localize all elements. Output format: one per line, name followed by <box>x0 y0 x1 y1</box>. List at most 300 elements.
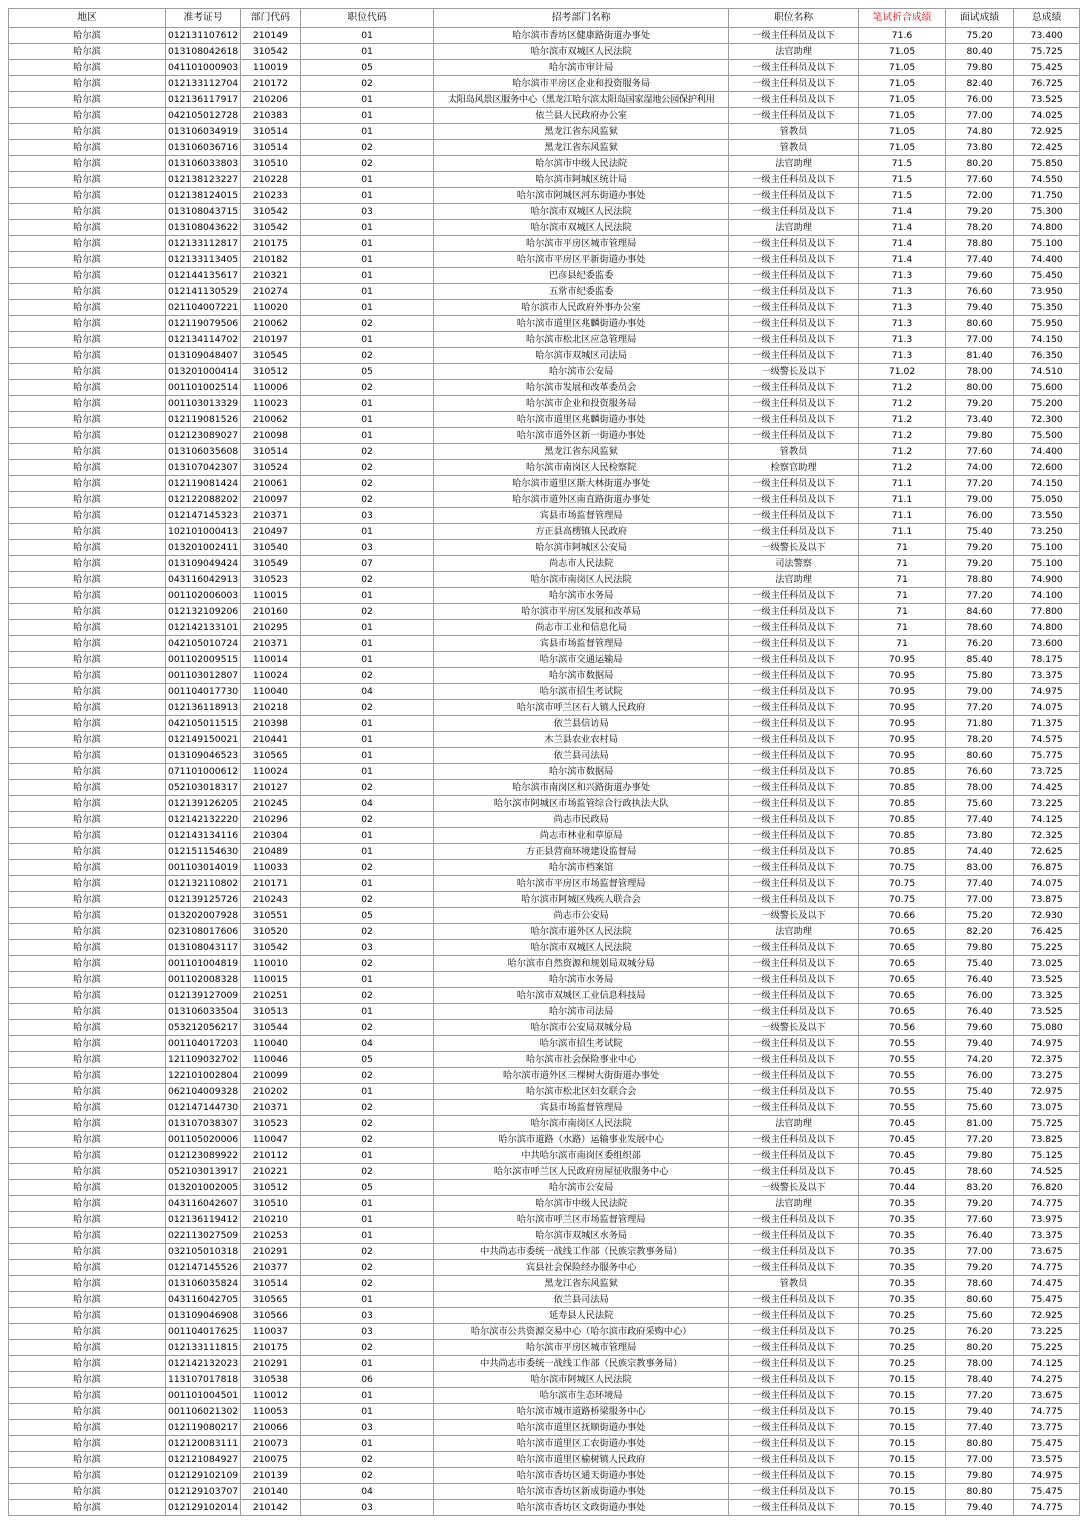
cell-region: 哈尔滨 <box>9 428 166 444</box>
cell-post-code: 01 <box>300 1228 434 1244</box>
cell-post-name: 一级主任科员及以下 <box>728 684 858 700</box>
cell-interview-score: 82.40 <box>945 76 1014 92</box>
cell-post-name: 一级主任科员及以下 <box>728 956 858 972</box>
cell-exam-id: 001102006003 <box>166 588 241 604</box>
cell-written-score: 70.35 <box>859 1292 946 1308</box>
cell-post-code: 01 <box>300 268 434 284</box>
cell-region: 哈尔滨 <box>9 1116 166 1132</box>
cell-post-name: 一级主任科员及以下 <box>728 892 858 908</box>
header-region: 地区 <box>9 9 166 28</box>
cell-dept-code: 310510 <box>241 1196 301 1212</box>
cell-post-code: 03 <box>300 1420 434 1436</box>
cell-post-name: 一级主任科员及以下 <box>728 988 858 1004</box>
cell-written-score: 70.75 <box>859 876 946 892</box>
cell-region: 哈尔滨 <box>9 1068 166 1084</box>
cell-written-score: 71.05 <box>859 108 946 124</box>
cell-dept-code: 210221 <box>241 1164 301 1180</box>
cell-dept-code: 210112 <box>241 1148 301 1164</box>
cell-post-name: 一级主任科员及以下 <box>728 1260 858 1276</box>
cell-interview-score: 75.20 <box>945 28 1014 44</box>
cell-dept-name: 哈尔滨市呼兰区人民政府房屋征收服务中心 <box>434 1164 729 1180</box>
cell-written-score: 70.15 <box>859 1436 946 1452</box>
cell-written-score: 71.3 <box>859 332 946 348</box>
cell-post-name: 一级主任科员及以下 <box>728 108 858 124</box>
cell-dept-name: 宾县市场监督管理局 <box>434 508 729 524</box>
cell-interview-score: 78.20 <box>945 220 1014 236</box>
cell-dept-name: 宾县社会保险经办服务中心 <box>434 1260 729 1276</box>
cell-interview-score: 77.60 <box>945 172 1014 188</box>
cell-region: 哈尔滨 <box>9 28 166 44</box>
cell-written-score: 71.3 <box>859 348 946 364</box>
cell-dept-code: 110015 <box>241 588 301 604</box>
cell-total-score: 75.100 <box>1014 236 1080 252</box>
cell-dept-code: 210218 <box>241 700 301 716</box>
cell-written-score: 71.6 <box>859 28 946 44</box>
table-row <box>9 716 1080 732</box>
cell-exam-id: 113107017818 <box>166 1372 241 1388</box>
cell-interview-score: 75.40 <box>945 524 1014 540</box>
cell-dept-name: 哈尔滨市双城区人民法院 <box>434 44 729 60</box>
cell-post-code: 01 <box>300 220 434 236</box>
cell-post-name: 一级主任科员及以下 <box>728 28 858 44</box>
table-row <box>9 1388 1080 1404</box>
cell-dept-code: 310566 <box>241 1308 301 1324</box>
cell-post-code: 02 <box>300 812 434 828</box>
cell-post-name: 一级警长及以下 <box>728 540 858 556</box>
cell-post-name: 一级主任科员及以下 <box>728 76 858 92</box>
cell-dept-code: 310524 <box>241 460 301 476</box>
table-row <box>9 652 1080 668</box>
cell-interview-score: 79.80 <box>945 1468 1014 1484</box>
cell-post-code: 01 <box>300 1196 434 1212</box>
cell-post-name: 法官助理 <box>728 924 858 940</box>
cell-post-code: 05 <box>300 1052 434 1068</box>
cell-interview-score: 77.60 <box>945 444 1014 460</box>
cell-region: 哈尔滨 <box>9 1020 166 1036</box>
cell-interview-score: 79.60 <box>945 1020 1014 1036</box>
cell-exam-id: 001103014019 <box>166 860 241 876</box>
cell-exam-id: 013202007928 <box>166 908 241 924</box>
cell-exam-id: 012144135617 <box>166 268 241 284</box>
cell-written-score: 70.25 <box>859 1324 946 1340</box>
cell-exam-id: 001104017625 <box>166 1324 241 1340</box>
cell-written-score: 70.35 <box>859 1196 946 1212</box>
table-row <box>9 156 1080 172</box>
cell-region: 哈尔滨 <box>9 92 166 108</box>
cell-interview-score: 78.60 <box>945 1164 1014 1180</box>
cell-total-score: 73.400 <box>1014 28 1080 44</box>
cell-post-code: 01 <box>300 524 434 540</box>
cell-region: 哈尔滨 <box>9 1292 166 1308</box>
cell-dept-name: 哈尔滨市双城区人民法院 <box>434 204 729 220</box>
cell-exam-id: 102101000413 <box>166 524 241 540</box>
table-row <box>9 588 1080 604</box>
cell-dept-code: 210097 <box>241 492 301 508</box>
cell-dept-name: 依兰县司法局 <box>434 748 729 764</box>
cell-exam-id: 012139126205 <box>166 796 241 812</box>
cell-dept-name: 哈尔滨市香坊区通天街道办事处 <box>434 1468 729 1484</box>
cell-post-code: 02 <box>300 956 434 972</box>
cell-total-score: 75.225 <box>1014 1340 1080 1356</box>
cell-post-name: 一级主任科员及以下 <box>728 316 858 332</box>
cell-exam-id: 053212056217 <box>166 1020 241 1036</box>
table-row <box>9 604 1080 620</box>
cell-post-name: 一级主任科员及以下 <box>728 1148 858 1164</box>
cell-post-name: 一级主任科员及以下 <box>728 700 858 716</box>
cell-post-name: 一级警长及以下 <box>728 364 858 380</box>
cell-post-code: 01 <box>300 844 434 860</box>
cell-post-name: 一级主任科员及以下 <box>728 716 858 732</box>
cell-region: 哈尔滨 <box>9 1308 166 1324</box>
cell-interview-score: 77.20 <box>945 588 1014 604</box>
cell-written-score: 70.45 <box>859 1132 946 1148</box>
cell-dept-name: 哈尔滨市香坊区新成街道办事处 <box>434 1484 729 1500</box>
cell-exam-id: 012136117917 <box>166 92 241 108</box>
cell-total-score: 73.525 <box>1014 972 1080 988</box>
cell-dept-name: 哈尔滨市平房区市场监督管理局 <box>434 876 729 892</box>
cell-region: 哈尔滨 <box>9 1212 166 1228</box>
cell-written-score: 70.25 <box>859 1340 946 1356</box>
cell-dept-name: 黑龙江省东风监狱 <box>434 444 729 460</box>
cell-post-code: 02 <box>300 1276 434 1292</box>
cell-interview-score: 79.40 <box>945 1500 1014 1516</box>
table-row <box>9 1212 1080 1228</box>
cell-exam-id: 012133112704 <box>166 76 241 92</box>
cell-total-score: 75.225 <box>1014 940 1080 956</box>
cell-written-score: 70.65 <box>859 956 946 972</box>
cell-post-code: 03 <box>300 508 434 524</box>
cell-dept-code: 110040 <box>241 1036 301 1052</box>
cell-total-score: 74.975 <box>1014 1036 1080 1052</box>
cell-written-score: 70.95 <box>859 716 946 732</box>
cell-region: 哈尔滨 <box>9 1452 166 1468</box>
cell-dept-code: 210489 <box>241 844 301 860</box>
cell-exam-id: 012139127009 <box>166 988 241 1004</box>
cell-total-score: 74.775 <box>1014 1196 1080 1212</box>
table-row <box>9 92 1080 108</box>
cell-post-name: 一级主任科员及以下 <box>728 764 858 780</box>
cell-dept-name: 尚志市人民法院 <box>434 556 729 572</box>
cell-interview-score: 76.20 <box>945 636 1014 652</box>
cell-total-score: 75.850 <box>1014 156 1080 172</box>
table-row <box>9 1484 1080 1500</box>
cell-total-score: 76.350 <box>1014 348 1080 364</box>
cell-written-score: 70.95 <box>859 684 946 700</box>
cell-dept-name: 哈尔滨市道路（水路）运输事业发展中心 <box>434 1132 729 1148</box>
cell-post-code: 04 <box>300 796 434 812</box>
cell-total-score: 74.125 <box>1014 812 1080 828</box>
cell-total-score: 73.975 <box>1014 1212 1080 1228</box>
cell-exam-id: 001101002514 <box>166 380 241 396</box>
table-row <box>9 412 1080 428</box>
cell-dept-code: 210233 <box>241 188 301 204</box>
cell-post-name: 一级主任科员及以下 <box>728 188 858 204</box>
cell-region: 哈尔滨 <box>9 620 166 636</box>
cell-dept-code: 210243 <box>241 892 301 908</box>
cell-interview-score: 78.00 <box>945 364 1014 380</box>
cell-dept-code: 110006 <box>241 380 301 396</box>
cell-total-score: 73.225 <box>1014 1324 1080 1340</box>
cell-post-code: 01 <box>300 748 434 764</box>
cell-dept-name: 哈尔滨市南岗区人民法院 <box>434 1116 729 1132</box>
cell-written-score: 70.15 <box>859 1484 946 1500</box>
cell-post-name: 一级主任科员及以下 <box>728 1292 858 1308</box>
cell-region: 哈尔滨 <box>9 972 166 988</box>
cell-post-name: 一级主任科员及以下 <box>728 284 858 300</box>
table-row <box>9 1052 1080 1068</box>
cell-written-score: 70.65 <box>859 924 946 940</box>
cell-region: 哈尔滨 <box>9 1004 166 1020</box>
table-row <box>9 492 1080 508</box>
cell-region: 哈尔滨 <box>9 1052 166 1068</box>
cell-interview-score: 76.40 <box>945 1228 1014 1244</box>
cell-total-score: 74.150 <box>1014 476 1080 492</box>
cell-exam-id: 012119081526 <box>166 412 241 428</box>
cell-interview-score: 80.20 <box>945 1340 1014 1356</box>
cell-exam-id: 012138124015 <box>166 188 241 204</box>
cell-post-name: 一级主任科员及以下 <box>728 652 858 668</box>
cell-exam-id: 013106035608 <box>166 444 241 460</box>
cell-dept-code: 110047 <box>241 1132 301 1148</box>
cell-dept-code: 210377 <box>241 1260 301 1276</box>
cell-total-score: 73.225 <box>1014 796 1080 812</box>
cell-region: 哈尔滨 <box>9 1468 166 1484</box>
cell-post-name: 一级主任科员及以下 <box>728 268 858 284</box>
cell-exam-id: 001104017730 <box>166 684 241 700</box>
table-row <box>9 524 1080 540</box>
cell-region: 哈尔滨 <box>9 508 166 524</box>
cell-interview-score: 77.40 <box>945 252 1014 268</box>
table-row <box>9 748 1080 764</box>
cell-region: 哈尔滨 <box>9 812 166 828</box>
cell-dept-code: 210371 <box>241 508 301 524</box>
cell-region: 哈尔滨 <box>9 1228 166 1244</box>
cell-dept-name: 尚志市民政局 <box>434 812 729 828</box>
cell-region: 哈尔滨 <box>9 1084 166 1100</box>
cell-interview-score: 79.20 <box>945 556 1014 572</box>
cell-exam-id: 042105011515 <box>166 716 241 732</box>
cell-interview-score: 79.60 <box>945 268 1014 284</box>
cell-post-name: 一级主任科员及以下 <box>728 860 858 876</box>
cell-region: 哈尔滨 <box>9 1164 166 1180</box>
cell-exam-id: 013201002411 <box>166 540 241 556</box>
table-row <box>9 1468 1080 1484</box>
table-row <box>9 396 1080 412</box>
cell-dept-name: 哈尔滨市阿城区人民法院 <box>434 1372 729 1388</box>
cell-interview-score: 74.00 <box>945 460 1014 476</box>
cell-dept-name: 哈尔滨市双城区司法局 <box>434 348 729 364</box>
cell-post-code: 01 <box>300 252 434 268</box>
cell-post-name: 管教员 <box>728 140 858 156</box>
cell-written-score: 71.2 <box>859 428 946 444</box>
cell-exam-id: 012133112817 <box>166 236 241 252</box>
cell-exam-id: 001101004819 <box>166 956 241 972</box>
cell-post-code: 01 <box>300 284 434 300</box>
cell-interview-score: 79.20 <box>945 540 1014 556</box>
cell-dept-code: 210304 <box>241 828 301 844</box>
cell-post-name: 一级主任科员及以下 <box>728 204 858 220</box>
cell-post-code: 01 <box>300 1388 434 1404</box>
cell-exam-id: 013108043622 <box>166 220 241 236</box>
cell-post-name: 一级主任科员及以下 <box>728 1100 858 1116</box>
cell-dept-code: 110020 <box>241 300 301 316</box>
cell-dept-name: 哈尔滨市松北区妇女联合会 <box>434 1084 729 1100</box>
cell-exam-id: 012147145323 <box>166 508 241 524</box>
cell-exam-id: 012134114702 <box>166 332 241 348</box>
cell-exam-id: 013109048407 <box>166 348 241 364</box>
cell-exam-id: 041101000903 <box>166 60 241 76</box>
cell-dept-code: 310514 <box>241 140 301 156</box>
cell-dept-name: 哈尔滨市香坊区文政街道办事处 <box>434 1500 729 1516</box>
table-row <box>9 908 1080 924</box>
cell-post-name: 一级主任科员及以下 <box>728 1132 858 1148</box>
cell-written-score: 70.95 <box>859 652 946 668</box>
cell-post-code: 05 <box>300 364 434 380</box>
cell-post-code: 03 <box>300 940 434 956</box>
cell-region: 哈尔滨 <box>9 1356 166 1372</box>
cell-written-score: 70.25 <box>859 1356 946 1372</box>
cell-interview-score: 79.00 <box>945 492 1014 508</box>
cell-interview-score: 80.00 <box>945 380 1014 396</box>
cell-written-score: 70.15 <box>859 1372 946 1388</box>
cell-dept-code: 110014 <box>241 652 301 668</box>
cell-dept-code: 210398 <box>241 716 301 732</box>
cell-written-score: 70.45 <box>859 1164 946 1180</box>
cell-total-score: 75.950 <box>1014 316 1080 332</box>
cell-interview-score: 79.40 <box>945 1036 1014 1052</box>
cell-post-name: 一级主任科员及以下 <box>728 348 858 364</box>
cell-post-name: 一级主任科员及以下 <box>728 940 858 956</box>
cell-written-score: 70.15 <box>859 1500 946 1516</box>
cell-written-score: 71.05 <box>859 44 946 60</box>
cell-post-code: 02 <box>300 140 434 156</box>
cell-total-score: 74.475 <box>1014 1276 1080 1292</box>
table-row <box>9 1164 1080 1180</box>
cell-dept-name: 哈尔滨市中级人民法院 <box>434 156 729 172</box>
cell-dept-code: 110012 <box>241 1388 301 1404</box>
cell-region: 哈尔滨 <box>9 732 166 748</box>
cell-post-name: 一级主任科员及以下 <box>728 668 858 684</box>
cell-dept-name: 哈尔滨市呼兰区市场监督管理局 <box>434 1212 729 1228</box>
cell-region: 哈尔滨 <box>9 396 166 412</box>
cell-post-code: 02 <box>300 1020 434 1036</box>
cell-total-score: 74.400 <box>1014 252 1080 268</box>
cell-written-score: 70.45 <box>859 1148 946 1164</box>
header-post-name: 职位名称 <box>728 9 858 28</box>
cell-dept-code: 210202 <box>241 1084 301 1100</box>
cell-written-score: 71.4 <box>859 252 946 268</box>
cell-written-score: 71.2 <box>859 380 946 396</box>
cell-exam-id: 042105010724 <box>166 636 241 652</box>
cell-region: 哈尔滨 <box>9 1196 166 1212</box>
cell-dept-code: 210296 <box>241 812 301 828</box>
cell-total-score: 75.450 <box>1014 268 1080 284</box>
cell-interview-score: 77.60 <box>945 1212 1014 1228</box>
cell-dept-name: 哈尔滨市公安局 <box>434 364 729 380</box>
cell-post-code: 02 <box>300 444 434 460</box>
cell-dept-name: 哈尔滨市公安局双城分局 <box>434 1020 729 1036</box>
cell-post-name: 一级主任科员及以下 <box>728 300 858 316</box>
cell-dept-code: 210371 <box>241 1100 301 1116</box>
table-row <box>9 1292 1080 1308</box>
table-row <box>9 636 1080 652</box>
cell-exam-id: 052103018317 <box>166 780 241 796</box>
cell-total-score: 75.725 <box>1014 1116 1080 1132</box>
cell-post-name: 一级主任科员及以下 <box>728 636 858 652</box>
cell-exam-id: 012129103707 <box>166 1484 241 1500</box>
cell-total-score: 75.350 <box>1014 300 1080 316</box>
table-row <box>9 1260 1080 1276</box>
cell-exam-id: 023108017606 <box>166 924 241 940</box>
cell-dept-name: 哈尔滨市招生考试院 <box>434 1036 729 1052</box>
cell-post-code: 01 <box>300 172 434 188</box>
cell-exam-id: 071101000612 <box>166 764 241 780</box>
cell-dept-code: 210140 <box>241 1484 301 1500</box>
cell-total-score: 75.500 <box>1014 428 1080 444</box>
cell-dept-name: 哈尔滨市档案馆 <box>434 860 729 876</box>
cell-post-name: 一级主任科员及以下 <box>728 620 858 636</box>
cell-post-name: 一级主任科员及以下 <box>728 492 858 508</box>
cell-exam-id: 001106021302 <box>166 1404 241 1420</box>
cell-dept-code: 310512 <box>241 1180 301 1196</box>
cell-written-score: 70.55 <box>859 1100 946 1116</box>
cell-total-score: 71.750 <box>1014 188 1080 204</box>
cell-post-code: 02 <box>300 892 434 908</box>
cell-dept-code: 110015 <box>241 972 301 988</box>
table-row <box>9 940 1080 956</box>
cell-post-code: 02 <box>300 780 434 796</box>
cell-exam-id: 121109032702 <box>166 1052 241 1068</box>
cell-written-score: 70.65 <box>859 1004 946 1020</box>
cell-written-score: 71.2 <box>859 460 946 476</box>
cell-post-name: 一级主任科员及以下 <box>728 508 858 524</box>
cell-dept-name: 哈尔滨市司法局 <box>434 1004 729 1020</box>
cell-total-score: 72.625 <box>1014 844 1080 860</box>
cell-dept-code: 110019 <box>241 60 301 76</box>
cell-region: 哈尔滨 <box>9 252 166 268</box>
cell-written-score: 71.05 <box>859 76 946 92</box>
cell-post-name: 一级主任科员及以下 <box>728 780 858 796</box>
cell-post-code: 02 <box>300 1164 434 1180</box>
table-row <box>9 1308 1080 1324</box>
cell-region: 哈尔滨 <box>9 1244 166 1260</box>
cell-interview-score: 77.40 <box>945 812 1014 828</box>
cell-dept-name: 尚志市林业和草原局 <box>434 828 729 844</box>
cell-interview-score: 77.20 <box>945 476 1014 492</box>
cell-region: 哈尔滨 <box>9 60 166 76</box>
cell-interview-score: 80.20 <box>945 156 1014 172</box>
cell-written-score: 70.85 <box>859 844 946 860</box>
cell-dept-code: 210139 <box>241 1468 301 1484</box>
cell-dept-code: 210383 <box>241 108 301 124</box>
cell-exam-id: 012132110802 <box>166 876 241 892</box>
cell-exam-id: 001103013329 <box>166 396 241 412</box>
cell-post-code: 01 <box>300 1436 434 1452</box>
table-row <box>9 956 1080 972</box>
cell-interview-score: 79.20 <box>945 1260 1014 1276</box>
cell-total-score: 73.675 <box>1014 1244 1080 1260</box>
cell-total-score: 71.375 <box>1014 716 1080 732</box>
cell-region: 哈尔滨 <box>9 268 166 284</box>
table-row <box>9 124 1080 140</box>
cell-written-score: 71.3 <box>859 284 946 300</box>
cell-total-score: 72.930 <box>1014 908 1080 924</box>
cell-region: 哈尔滨 <box>9 796 166 812</box>
cell-exam-id: 012132109206 <box>166 604 241 620</box>
table-row <box>9 220 1080 236</box>
cell-dept-code: 310545 <box>241 348 301 364</box>
cell-written-score: 70.75 <box>859 892 946 908</box>
